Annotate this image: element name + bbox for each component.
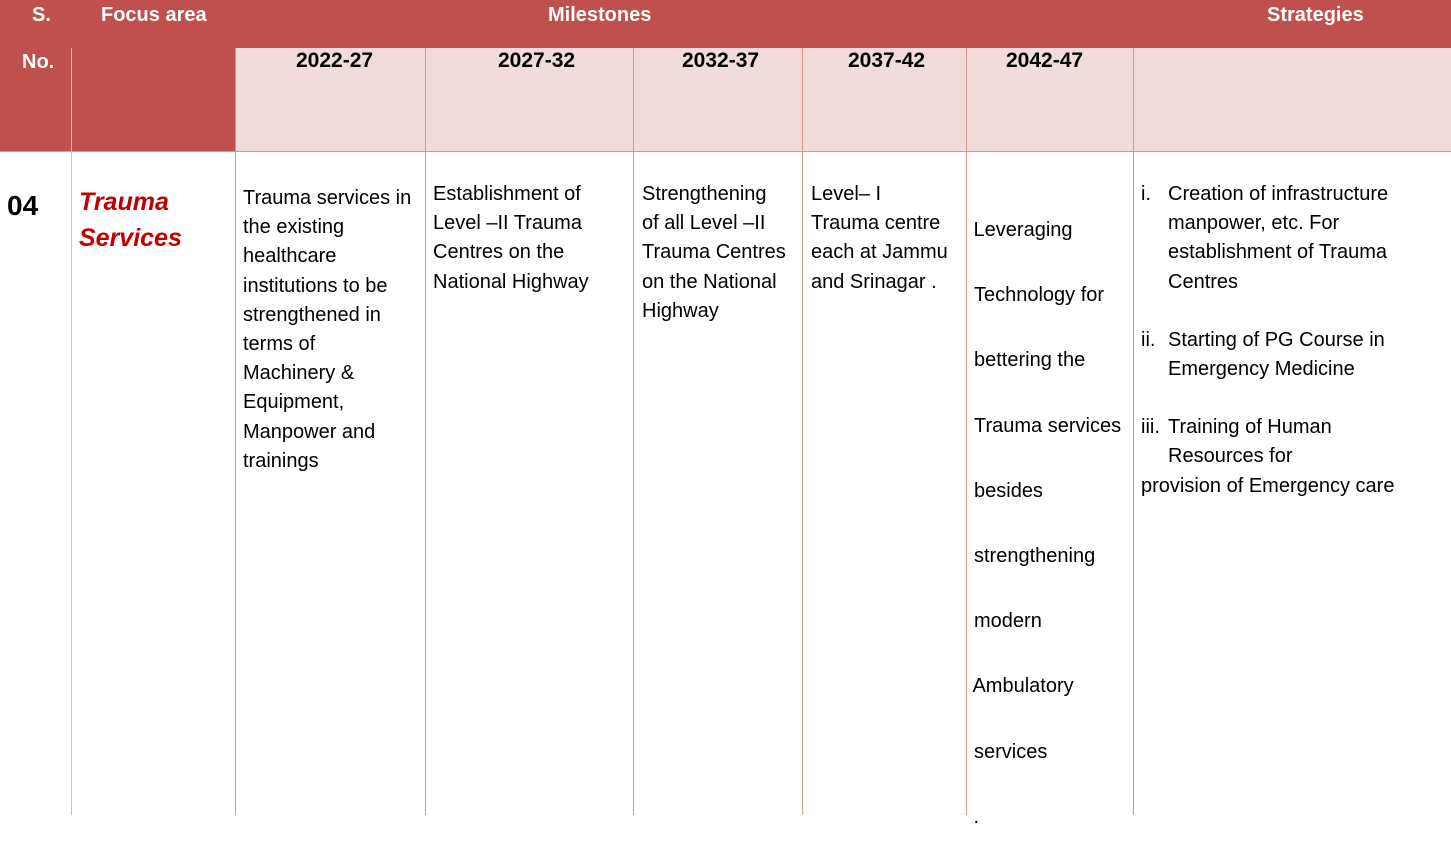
milestone-line: Equipment,: [243, 391, 345, 414]
milestone-line: Technology for: [974, 284, 1105, 307]
focus-area-cell: [79, 184, 182, 256]
milestone-line: Strengthening: [642, 183, 767, 205]
strategy-line: provision of Emergency care: [1141, 474, 1395, 497]
milestone-line: Level– I: [811, 183, 882, 205]
milestone-line: Establishment of: [433, 183, 581, 205]
milestone-line: Manpower and: [243, 420, 376, 443]
milestone-line: each at Jammu: [811, 241, 948, 264]
focus-area-line: Services: [79, 224, 182, 252]
strategy-line: Resources for: [1168, 445, 1293, 468]
strategy-line: establishment of Trauma: [1168, 241, 1387, 264]
milestone-cell-2027-32: [433, 180, 589, 297]
milestone-line: strengthened in: [243, 303, 381, 326]
column-divider: [966, 48, 967, 815]
milestone-line: besides: [974, 479, 1043, 502]
strategy-number: iii.: [1141, 416, 1160, 439]
milestone-line: National Highway: [433, 270, 589, 293]
milestone-line: Highway: [642, 299, 719, 322]
milestone-line: Centres on the: [433, 241, 565, 264]
period-header: 2032-37: [682, 49, 760, 72]
column-divider: [235, 48, 236, 815]
milestone-cell-2022-27: [243, 184, 411, 476]
milestone-line: Trauma services: [974, 414, 1122, 437]
strategy-line: ii. Starting of PG Course in: [1141, 326, 1394, 355]
header-bottom-rule: [0, 151, 1451, 152]
column-divider: [71, 48, 72, 815]
sno-header-line1: S.: [32, 4, 51, 26]
milestone-line: on the National: [642, 270, 777, 293]
milestone-cell-2042-47: [968, 180, 1121, 850]
row-serial-number: 04: [7, 190, 39, 221]
strategy-line: manpower, etc. For: [1168, 212, 1340, 235]
milestone-line: bettering the: [974, 349, 1086, 372]
milestone-line: Trauma services in: [243, 187, 412, 209]
milestone-line: strengthening: [974, 545, 1096, 568]
milestone-line: Trauma Centres: [642, 241, 786, 264]
strategy-number: i.: [1141, 183, 1151, 205]
milestone-line: Machinery &: [243, 362, 355, 385]
milestone-line: of all Level –II: [642, 212, 766, 235]
period-header: 2027-32: [498, 49, 576, 72]
milestone-line: Leveraging: [968, 219, 1073, 241]
focus-area-line: Trauma: [79, 188, 169, 216]
milestone-line: terms of: [243, 333, 316, 356]
column-divider: [1133, 48, 1134, 815]
milestone-line: services: [974, 740, 1048, 763]
strategy-number: ii.: [1141, 328, 1156, 351]
milestone-line: Level –II Trauma: [433, 212, 582, 235]
strategies-cell: [1141, 180, 1394, 501]
milestone-line: modern: [974, 610, 1042, 633]
strategy-item: [1141, 326, 1394, 384]
strategies-header: Strategies: [1267, 4, 1364, 26]
strategy-line: Emergency Medicine: [1168, 358, 1355, 381]
milestone-line: institutions to be: [243, 274, 388, 297]
column-divider: [425, 48, 426, 815]
milestone-line: Trauma centre: [811, 212, 941, 235]
header-band: [0, 0, 1451, 48]
strategy-line: i. Creation of infrastructure: [1141, 180, 1394, 209]
strategy-item: [1141, 180, 1394, 297]
milestone-line: .: [968, 805, 980, 828]
period-header: 2037-42: [848, 49, 926, 72]
column-divider: [802, 48, 803, 815]
strategy-line: Centres: [1168, 270, 1239, 293]
header-periods-band: [235, 48, 1451, 152]
milestone-line: the existing: [243, 216, 345, 239]
milestone-cell-2037-42: [811, 180, 948, 297]
period-header: 2022-27: [296, 49, 374, 72]
milestones-header: Milestones: [548, 4, 652, 26]
milestone-line: healthcare: [243, 245, 337, 268]
milestone-line: trainings: [243, 449, 319, 472]
milestone-line: and Srinagar .: [811, 270, 937, 293]
column-divider: [633, 48, 634, 815]
focus-area-header: Focus area: [101, 4, 207, 26]
sno-header-line2: No.: [22, 51, 55, 73]
strategy-item: [1141, 413, 1394, 501]
milestone-line: Ambulatory: [968, 675, 1074, 698]
period-header: 2042-47: [1006, 49, 1084, 72]
milestone-cell-2032-37: [642, 180, 786, 326]
strategy-line: iii. Training of Human: [1141, 413, 1394, 442]
